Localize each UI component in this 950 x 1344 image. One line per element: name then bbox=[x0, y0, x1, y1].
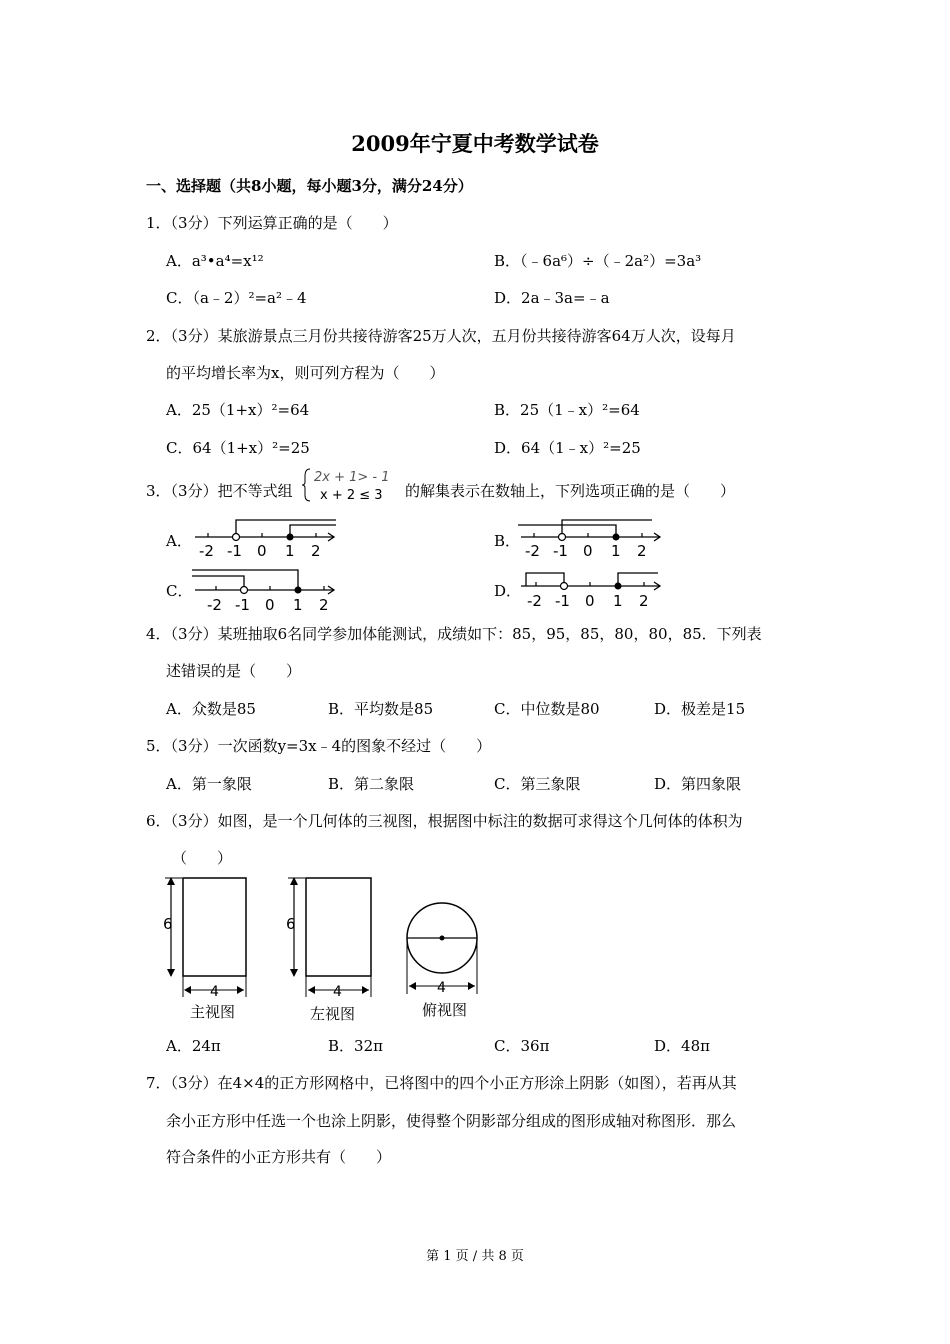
tick-label: 1 bbox=[293, 596, 303, 614]
tick-label: 2 bbox=[639, 592, 649, 610]
closed-point bbox=[615, 583, 622, 590]
question-3-option-c: C． bbox=[166, 582, 193, 600]
three-views-figure bbox=[160, 872, 490, 1027]
open-point bbox=[233, 534, 240, 541]
side-view-label: 左视图 bbox=[310, 1005, 356, 1023]
question-1-option-a: A．a³•a⁴=x¹² bbox=[166, 252, 264, 270]
question-4-stem: 4．（3分）某班抽取6名同学参加体能测试，成绩如下：85，95，85，80，80，85．下列表 bbox=[146, 625, 762, 643]
tick-label: 0 bbox=[257, 542, 267, 560]
width-label: 4 bbox=[210, 984, 219, 1000]
number-line-d bbox=[518, 566, 668, 614]
question-4-stem-continued: 述错误的是（ ） bbox=[166, 662, 302, 680]
height-label: 6 bbox=[286, 915, 296, 933]
question-3-option-b: B． bbox=[494, 532, 521, 550]
front-view-label: 主视图 bbox=[190, 1003, 236, 1021]
question-2-option-c: C．64（1+x）²=25 bbox=[166, 439, 310, 457]
question-6-option-c: C．36π bbox=[494, 1037, 550, 1055]
question-1-option-c: C．（a﹣2）²=a²﹣4 bbox=[166, 289, 307, 307]
closed-point bbox=[287, 534, 294, 541]
question-1-stem: 1．（3分）下列运算正确的是（ ） bbox=[146, 214, 398, 232]
open-point bbox=[559, 534, 566, 541]
tick-label: 1 bbox=[285, 542, 295, 560]
question-7-stem: 7．（3分）在4×4的正方形网格中，已将图中的四个小正方形涂上阴影（如图），若再从其 bbox=[146, 1074, 737, 1092]
tick-label: 2 bbox=[637, 542, 647, 560]
tick-label: 1 bbox=[613, 592, 623, 610]
closed-point bbox=[613, 534, 620, 541]
tick-label: -2 bbox=[207, 596, 222, 614]
question-6-option-a: A．24π bbox=[166, 1037, 221, 1055]
open-point bbox=[561, 583, 568, 590]
tick-label: -1 bbox=[227, 542, 242, 560]
number-line-b bbox=[518, 515, 668, 560]
tick-label: -2 bbox=[527, 592, 542, 610]
front-view bbox=[163, 877, 246, 1021]
question-3-stem-end: 的解集表示在数轴上，下列选项正确的是（ ） bbox=[405, 482, 736, 500]
question-4-option-c: C．中位数是80 bbox=[494, 700, 600, 718]
tick-label: -1 bbox=[555, 592, 570, 610]
question-5-option-b: B．第二象限 bbox=[328, 775, 415, 793]
question-3-option-a: A． bbox=[166, 532, 192, 550]
question-7-stem-continued: 余小正方形中任选一个也涂上阴影，使得整个阴影部分组成的图形成轴对称图形．那么 bbox=[166, 1112, 737, 1130]
open-point bbox=[241, 587, 248, 594]
page-title: 2009年宁夏中考数学试卷 bbox=[351, 131, 599, 156]
question-3-stem-start: 3．（3分）把不等式组 bbox=[146, 482, 293, 500]
question-1-option-b: B．（﹣6a⁶）÷（﹣2a²）=3a³ bbox=[494, 252, 702, 270]
question-4-option-a: A．众数是85 bbox=[166, 700, 256, 718]
question-2-stem-continued: 的平均增长率为x，则可列方程为（ ） bbox=[166, 364, 445, 382]
tick-label: -1 bbox=[235, 596, 250, 614]
question-4-option-b: B．平均数是85 bbox=[328, 700, 434, 718]
question-6-stem: 6．（3分）如图，是一个几何体的三视图，根据图中标注的数据可求得这个几何体的体积为 bbox=[146, 812, 743, 830]
question-6-option-b: B．32π bbox=[328, 1037, 383, 1055]
number-line-a bbox=[192, 515, 342, 560]
section-heading: 一、选择题（共8小题，每小题3分，满分24分） bbox=[146, 177, 473, 195]
tick-label: -2 bbox=[525, 542, 540, 560]
closed-point bbox=[295, 587, 302, 594]
tick-label: -2 bbox=[199, 542, 214, 560]
question-7-stem-continued-2: 符合条件的小正方形共有（ ） bbox=[166, 1148, 392, 1166]
page-footer: 第 1 页 / 共 8 页 bbox=[426, 1249, 524, 1264]
tick-label: 0 bbox=[585, 592, 595, 610]
number-line-c bbox=[192, 566, 342, 614]
top-view-label: 俯视图 bbox=[422, 1001, 468, 1019]
question-1-option-d: D．2a﹣3a=﹣a bbox=[494, 289, 610, 307]
inequality-2: x + 2 ≤ 3 bbox=[320, 488, 383, 503]
question-2-option-b: B．25（1﹣x）²=64 bbox=[494, 401, 640, 419]
question-2-option-d: D．64（1﹣x）²=25 bbox=[494, 439, 641, 457]
tick-label: 0 bbox=[583, 542, 593, 560]
inequality-1: 2x + 1> - 1 bbox=[314, 470, 390, 485]
tick-label: 1 bbox=[611, 542, 621, 560]
side-view bbox=[286, 877, 371, 1023]
tick-label: 2 bbox=[311, 542, 321, 560]
question-3-option-d: D． bbox=[494, 582, 522, 600]
question-6-stem-continued: （ ） bbox=[172, 849, 233, 867]
tick-label: -1 bbox=[553, 542, 568, 560]
question-5-option-a: A．第一象限 bbox=[166, 775, 252, 793]
question-2-stem: 2．（3分）某旅游景点三月份共接待游客25万人次，五月份共接待游客64万人次，设每月 bbox=[146, 327, 736, 345]
question-6-option-d: D．48π bbox=[654, 1037, 710, 1055]
tick-label: 2 bbox=[319, 596, 329, 614]
width-label: 4 bbox=[333, 984, 342, 1000]
tick-label: 0 bbox=[265, 596, 275, 614]
height-label: 6 bbox=[163, 915, 173, 933]
top-view bbox=[407, 903, 477, 1019]
question-4-option-d: D．极差是15 bbox=[654, 700, 746, 718]
inequality-system bbox=[300, 466, 410, 504]
question-5-option-d: D．第四象限 bbox=[654, 775, 742, 793]
question-5-stem: 5．（3分）一次函数y=3x﹣4的图象不经过（ ） bbox=[146, 737, 492, 755]
width-label: 4 bbox=[437, 980, 446, 996]
question-2-option-a: A．25（1+x）²=64 bbox=[166, 401, 310, 419]
question-5-option-c: C．第三象限 bbox=[494, 775, 581, 793]
